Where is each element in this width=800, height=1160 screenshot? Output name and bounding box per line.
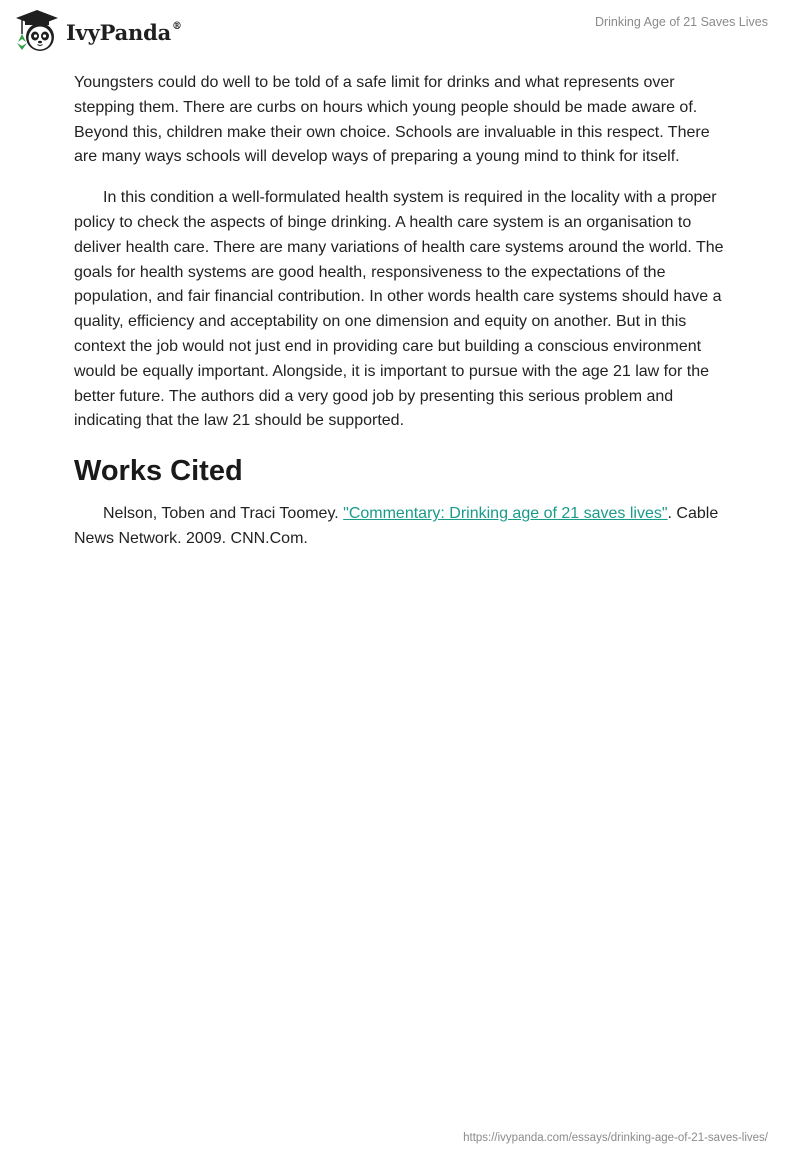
ivypanda-logo[interactable] — [14, 8, 182, 54]
page-header — [0, 0, 800, 60]
document-title: Drinking Age of 21 Saves Lives — [594, 15, 768, 29]
body-paragraph-2: In this condition a well-formulated health system is required in the locality with a proper policy to check the aspects of binge drinking. A health care system is an organisation to deliver health care. There are many variations of health care systems around the world. The goals for health systems are good health, responsiveness to the expectations of the population, and fair financial contribution. In other words health care systems should have a quality, efficiency and acceptability on one dimension and equity on another. But in this context the job would not just end in providing care but building a conscious environment would be equally important. Alongside, it is important to pursue with the age 21 law for the better future. The authors did a very good job by presenting this serious problem and indicating that the law 21 should be supported. — [74, 189, 724, 430]
citation-link[interactable]: "Commentary: Drinking age of 21 saves lives" — [343, 505, 668, 523]
panda-graduate-icon — [14, 8, 60, 54]
citation-entry — [74, 502, 728, 552]
body-paragraph-1: Youngsters could do well to be told of a safe limit for drinks and what represents over stepping them. There are curbs on hours which young people should be made aware of. Beyond this, children make their own choice. Schools are invaluable in this respect. There are many ways schools will develop ways of preparing a young mind to think for itself. — [74, 74, 710, 166]
page-url: https://ivypanda.com/essays/drinking-age-of-21-saves-lives/ — [463, 1132, 768, 1144]
works-cited-heading: Works Cited — [74, 455, 243, 488]
essay-content — [74, 71, 728, 568]
brand-name: IvyPanda® — [66, 19, 182, 45]
citation-authors: Nelson, Toben and Traci Toomey. — [103, 505, 344, 523]
citation-source: . Cable News Network. 2009. CNN.Com. — [74, 505, 719, 547]
